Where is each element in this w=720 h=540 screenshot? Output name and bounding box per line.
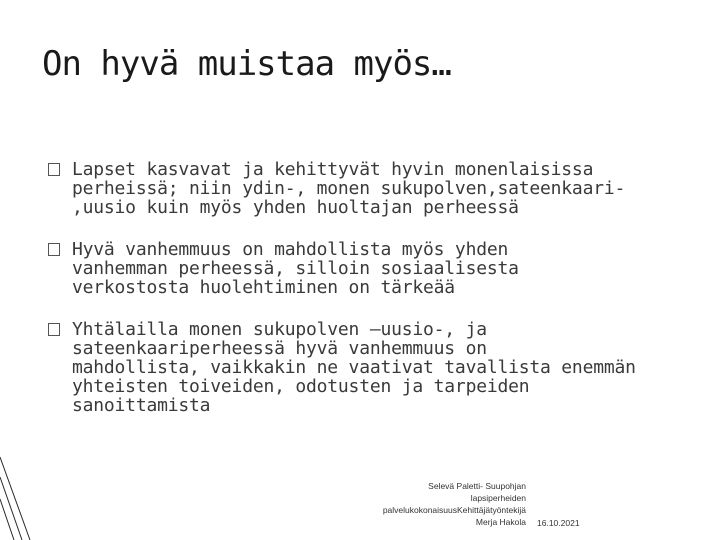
bullet-square-icon: [48, 323, 60, 336]
bullet-square-icon: [48, 243, 60, 256]
attribution-line: Selevä Paletti- Suupohjan: [428, 481, 526, 491]
attribution-line: lapsiperheiden: [470, 493, 526, 503]
slide-title: On hyvä muistaa myös…: [42, 44, 451, 84]
bullet-line: Hyvä vanhemmuus on mahdollista myös yhden: [72, 239, 509, 260]
attribution-line: Merja Hakola: [475, 517, 526, 527]
bullet-list: [48, 160, 688, 438]
bullet-text: [72, 320, 688, 415]
bullet-line: sanoittamista: [72, 395, 211, 416]
footer-attribution: [340, 480, 526, 528]
bullet-item: [48, 160, 688, 217]
bullet-line: perheissä; niin ydin-, monen sukupolven,sateenkaari-: [72, 178, 626, 199]
bullet-line: Yhtälailla monen sukupolven –uusio-, ja: [72, 319, 487, 340]
corner-decoration: [0, 455, 120, 540]
bullet-line: vanhemman perheessä, silloin sosiaalisesta: [72, 258, 519, 279]
bullet-line: yhteisten toiveiden, odotusten ja tarpeiden: [72, 376, 530, 397]
bullet-item: [48, 320, 688, 415]
bullet-line: verkostosta huolehtiminen on tärkeää: [72, 277, 455, 298]
bullet-square-icon: [48, 163, 60, 176]
bullet-item: [48, 240, 688, 297]
bullet-text: [72, 160, 688, 217]
bullet-line: sateenkaariperheessä hyvä vanhemmuus on: [72, 338, 487, 359]
bullet-line: ,uusio kuin myös yhden huoltajan perheessä: [72, 197, 519, 218]
bullet-text: [72, 240, 688, 297]
bullet-line: Lapset kasvavat ja kehittyvät hyvin monenlaisissa: [72, 159, 594, 180]
attribution-line: palvelukokonaisuusKehittäjätyöntekijä: [382, 505, 526, 515]
footer-date: 16.10.2021: [537, 518, 580, 528]
bullet-line: mahdollista, vaikkakin ne vaativat tavallista enemmän: [72, 357, 636, 378]
